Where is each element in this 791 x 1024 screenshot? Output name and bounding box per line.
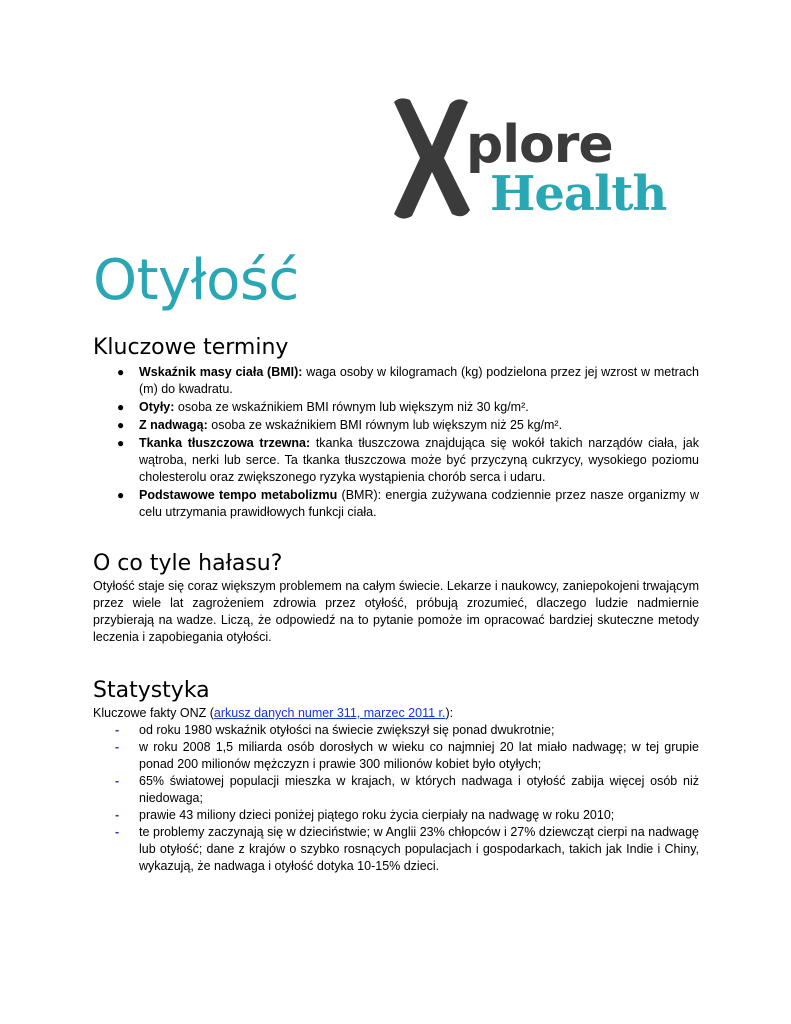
logo-graphic [388, 94, 688, 224]
logo-x-mark [394, 98, 470, 218]
term-definition: waga osoby w kilogramach (kg) podzielona przez jej wzrost w metrach (m) do kwadratu. [139, 365, 699, 396]
term-name: Podstawowe tempo metabolizmu [139, 488, 338, 502]
stats-intro-before: Kluczowe fakty ONZ ( [93, 706, 214, 720]
stats-intro-after: ): [445, 706, 454, 720]
fact-text: prawie 43 miliony dzieci poniżej piątego roku życia cierpiały na nadwagę w roku 2010; [139, 808, 615, 822]
fuss-heading: O co tyle hałasu? [93, 551, 283, 576]
term-definition: tkanka tłuszczowa znajdująca się wokół takich narządów ciała, jak wątroba, nerki lub serce. Ta tkanka tłuszczowa może być przyczyną cukrzycy, wysokiego poziomu cholesterolu oraz zwiększonego ryzyka wystąpienia chorób serca i udaru. [139, 436, 699, 484]
list-item [93, 807, 699, 824]
list-item [93, 417, 699, 434]
xplore-health-logo [388, 94, 688, 224]
list-item [93, 435, 699, 486]
term-definition: osoba ze wskaźnikiem BMI równym lub większym niż 30 kg/m². [174, 400, 529, 414]
stats-section [93, 677, 699, 875]
key-terms-heading: Kluczowe terminy [93, 335, 289, 360]
stats-intro [93, 705, 699, 722]
stats-heading: Statystyka [93, 678, 210, 703]
fact-text: od roku 1980 wskaźnik otyłości na świecie zwiększył się ponad dwukrotnie; [139, 723, 555, 737]
dash-icon: - [115, 808, 120, 822]
list-item [93, 364, 699, 398]
fuss-paragraph: Otyłość staje się coraz większym problemem na całym świecie. Lekarze i naukowcy, zaniepokojeni trwającym przez wiele lat zagrożeniem zdrowia przez otyłość, próbują zrozumieć, dlaczego ludzie nadmiernie przybierają na wadze. Liczą, że odpowiedź na to pytanie pomoże im opracować bardziej skuteczne metody leczenia i zapobiegania otyłości. [93, 579, 699, 644]
list-item [93, 824, 699, 875]
dash-icon: - [115, 740, 120, 754]
dash-icon: - [115, 825, 120, 839]
dash-icon: - [115, 774, 120, 788]
bullet-icon: ● [117, 400, 125, 414]
list-item [93, 773, 699, 807]
bullet-icon: ● [117, 418, 125, 432]
list-item [93, 487, 699, 521]
term-name: Wskaźnik masy ciała (BMI): [139, 365, 303, 379]
dash-icon: - [115, 723, 120, 737]
logo-word-health: Health [490, 166, 667, 222]
term-name: Otyły: [139, 400, 175, 414]
term-name: Tkanka tłuszczowa trzewna: [139, 436, 311, 450]
fact-text: te problemy zaczynają się w dzieciństwie; w Anglii 23% chłopców i 27% dziewcząt cierpi na nadwagę lub otyłość; dane z krajów o szybko rosnących populacjach i gospodarkach, takich jak Indie i Chiny, wykazują, że nadwaga i otyłość dotyka 10-15% dzieci. [139, 825, 699, 873]
fuss-section [93, 550, 699, 646]
key-terms-list [93, 364, 699, 521]
source-link[interactable]: arkusz danych numer 311, marzec 2011 r. [213, 706, 446, 720]
bullet-icon: ● [117, 488, 125, 502]
term-definition: (BMR): energia zużywana codziennie przez nasze organizmy w celu utrzymania prawidłowych funkcji ciała. [139, 488, 699, 519]
term-name: Z nadwagą: [139, 418, 208, 432]
bullet-icon: ● [117, 436, 125, 450]
logo-word-plore: plore [466, 115, 613, 175]
key-terms-section [93, 334, 699, 522]
fact-text: 65% światowej populacji mieszka w krajach, w których nadwaga i otyłość zabija więcej osób niż niedowaga; [139, 774, 699, 805]
list-item [93, 722, 699, 739]
list-item [93, 399, 699, 416]
term-definition: osoba ze wskaźnikiem BMI równym lub większym niż 25 kg/m². [207, 418, 563, 432]
stats-facts-list [93, 722, 699, 875]
page-title: Otyłość [93, 248, 299, 313]
fact-text: w roku 2008 1,5 miliarda osób dorosłych w wieku co najmniej 20 lat miało nadwagę; w tej grupie ponad 200 milionów mężczyzn i prawie 300 milionów kobiet było otyłych; [139, 740, 699, 771]
list-item [93, 739, 699, 773]
bullet-icon: ● [117, 365, 125, 379]
